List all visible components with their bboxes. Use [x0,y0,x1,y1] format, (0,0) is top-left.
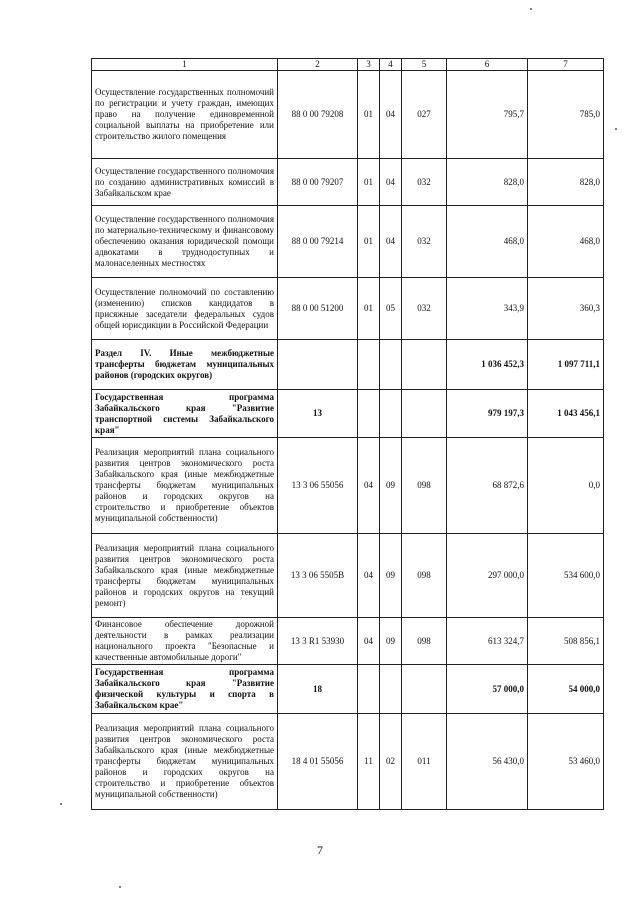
row-subsection-cell: 04 [380,206,402,278]
row-amount-year2-cell: 785,0 [528,71,604,159]
row-code-cell: 88 0 00 79207 [278,159,358,206]
row-section-cell: 11 [358,714,380,810]
row-section-cell [358,390,380,438]
row-code-cell: 88 0 00 51200 [278,278,358,340]
row-code-cell: 13 3 R1 53930 [278,618,358,665]
row-amount-year2-cell: 54 000,0 [528,665,604,714]
column-header-2: 2 [278,59,358,71]
row-subsection-cell [380,665,402,714]
row-name-cell: Осуществление государственных полномочий по регистрации и учету граждан, имеющих право на получение единовременной социальной выплаты на приобретение или строительство жилого помещения [92,71,278,159]
table-row [92,71,604,159]
row-amount-year2-cell: 508 856,1 [528,618,604,665]
row-expense-type-cell: 032 [402,278,447,340]
row-section-cell: 01 [358,206,380,278]
row-section-cell: 01 [358,71,380,159]
scan-speck [119,886,121,888]
row-subsection-cell: 05 [380,278,402,340]
table-row [92,714,604,810]
column-header-1: 1 [92,59,278,71]
row-name-cell: Реализация мероприятий плана социального развития центров экономического роста Забайкальского края (иные межбюджетные трансферты бюджетам муниципальных районов и городских округов на строительство и приобретение объектов муниципальной собственности) [92,714,278,810]
row-section-cell [358,340,380,390]
row-amount-year2-cell: 1 043 456,1 [528,390,604,438]
column-header-7: 7 [528,59,604,71]
row-amount-year2-cell: 534 600,0 [528,534,604,618]
scan-speck [60,803,62,805]
row-expense-type-cell: 032 [402,206,447,278]
row-expense-type-cell: 098 [402,534,447,618]
row-amount-year2-cell: 0,0 [528,438,604,534]
table-row [92,618,604,665]
row-expense-type-cell: 032 [402,159,447,206]
row-code-cell: 88 0 00 79214 [278,206,358,278]
row-section-cell: 04 [358,534,380,618]
row-subsection-cell: 04 [380,159,402,206]
row-name-cell: Осуществление государственного полномочия по материально-техническому и финансовому обеспечению оказания юридической помощи адвокатами в труднодоступных и малонаселенных местностях [92,206,278,278]
row-amount-year1-cell: 57 000,0 [447,665,528,714]
row-amount-year1-cell: 979 197,3 [447,390,528,438]
row-expense-type-cell: 011 [402,714,447,810]
scan-speck [615,128,617,130]
row-subsection-cell [380,340,402,390]
row-amount-year1-cell: 795,7 [447,71,528,159]
row-amount-year1-cell: 1 036 452,3 [447,340,528,390]
row-subsection-cell: 09 [380,534,402,618]
header-row [92,59,604,71]
row-name-cell: Раздел IV. Иные межбюджетные трансферты бюджетам муниципальных районов (городских округов) [92,340,278,390]
row-amount-year1-cell: 343,9 [447,278,528,340]
row-amount-year1-cell: 613 324,7 [447,618,528,665]
row-name-cell: Государственная программа Забайкальского края "Развитие физической культуры и спорта в Забайкальском крае" [92,665,278,714]
row-name-cell: Реализация мероприятий плана социального развития центров экономического роста Забайкальского края (иные межбюджетные трансферты бюджетам муниципальных районов и городских округов на текущий ремонт) [92,534,278,618]
table-body [92,71,604,810]
table-row [92,534,604,618]
row-name-cell: Реализация мероприятий плана социального развития центров экономического роста Забайкальского края (иные межбюджетные трансферты бюджетам муниципальных районов и городских округов на строительство и приобретение объектов муниципальной собственности) [92,438,278,534]
table-row [92,665,604,714]
row-expense-type-cell [402,665,447,714]
row-expense-type-cell [402,340,447,390]
row-amount-year2-cell: 1 097 711,1 [528,340,604,390]
row-amount-year2-cell: 53 460,0 [528,714,604,810]
row-name-cell: Осуществление полномочий по составлению (изменению) списков кандидатов в присяжные заседатели федеральных судов общей юрисдикции в Российской Федерации [92,278,278,340]
row-code-cell: 13 3 06 55056 [278,438,358,534]
row-name-cell: Осуществление государственного полномочия по созданию административных комиссий в Забайкальском крае [92,159,278,206]
row-subsection-cell: 04 [380,71,402,159]
table-header [92,59,604,71]
column-header-5: 5 [402,59,447,71]
column-header-3: 3 [358,59,380,71]
row-subsection-cell: 02 [380,714,402,810]
scan-speck [530,8,532,10]
row-amount-year1-cell: 828,0 [447,159,528,206]
row-expense-type-cell: 098 [402,618,447,665]
row-amount-year2-cell: 360,3 [528,278,604,340]
table-row [92,340,604,390]
row-subsection-cell: 09 [380,618,402,665]
row-amount-year1-cell: 468,0 [447,206,528,278]
table-row [92,206,604,278]
row-expense-type-cell: 027 [402,71,447,159]
row-amount-year2-cell: 468,0 [528,206,604,278]
row-code-cell [278,340,358,390]
column-header-4: 4 [380,59,402,71]
row-code-cell: 18 4 01 55056 [278,714,358,810]
row-expense-type-cell [402,390,447,438]
row-amount-year2-cell: 828,0 [528,159,604,206]
page-number: 7 [317,843,323,857]
row-section-cell: 01 [358,159,380,206]
row-section-cell: 04 [358,618,380,665]
row-amount-year1-cell: 56 430,0 [447,714,528,810]
column-header-6: 6 [447,59,528,71]
table-row [92,278,604,340]
row-section-cell [358,665,380,714]
row-section-cell: 04 [358,438,380,534]
table-row [92,438,604,534]
table-row [92,159,604,206]
table-row [92,390,604,438]
row-code-cell: 18 [278,665,358,714]
row-code-cell: 13 [278,390,358,438]
row-code-cell: 13 3 06 5505В [278,534,358,618]
budget-table [91,58,604,810]
row-amount-year1-cell: 297 000,0 [447,534,528,618]
row-expense-type-cell: 098 [402,438,447,534]
row-amount-year1-cell: 68 872,6 [447,438,528,534]
row-subsection-cell: 09 [380,438,402,534]
row-name-cell: Финансовое обеспечение дорожной деятельности в рамках реализации национального проекта "Безопасные и качественные автомобильные дороги" [92,618,278,665]
row-section-cell: 01 [358,278,380,340]
row-name-cell: Государственная программа Забайкальского края "Развитие транспортной системы Забайкальского края" [92,390,278,438]
row-code-cell: 88 0 00 79208 [278,71,358,159]
row-subsection-cell [380,390,402,438]
